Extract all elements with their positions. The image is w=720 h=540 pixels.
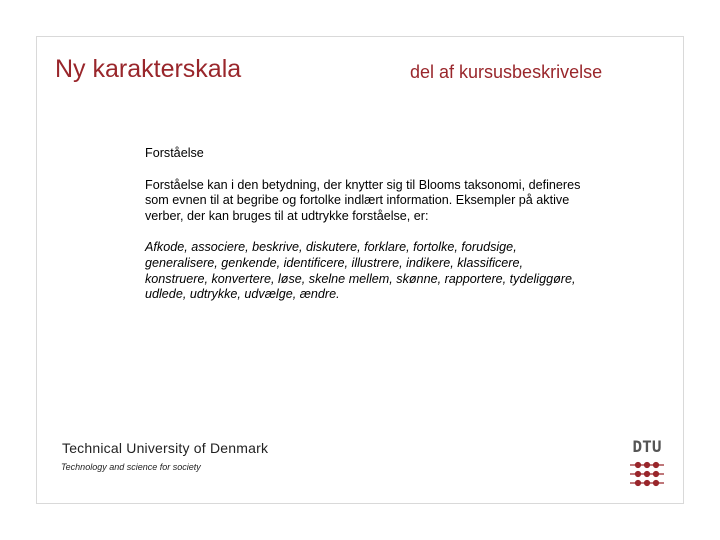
slide-title: Ny karakterskala [55,55,242,83]
slide-subtitle: del af kursusbeskrivelse [410,62,603,82]
section-heading: Forståelse [145,146,204,160]
dtu-logo-icon [629,436,665,488]
definition-paragraph: Forståelse kan i den betydning, der knytter sig til Blooms taksonomi, defineres som evnen til at begribe og fortolke indlært information. Eksempler på aktive verber, der kan bruges til at udtrykke forståelse, er: [145,177,581,223]
university-tagline: Technology and science for society [61,462,201,472]
verbs-list: Afkode, associere, beskrive, diskutere, forklare, fortolke, forudsige, generalisere, genkende, identificere, illustrere, indikere, klassificere, konstruere, konvertere, løse, skelne mellem, skønne, rapportere, tydeliggøre, udlede, udtrykke, udvælge, ændre. [145,240,576,302]
dtu-logo-text: DTU [632,437,662,456]
content-block [145,146,585,303]
university-name: Technical University of Denmark [62,440,269,456]
